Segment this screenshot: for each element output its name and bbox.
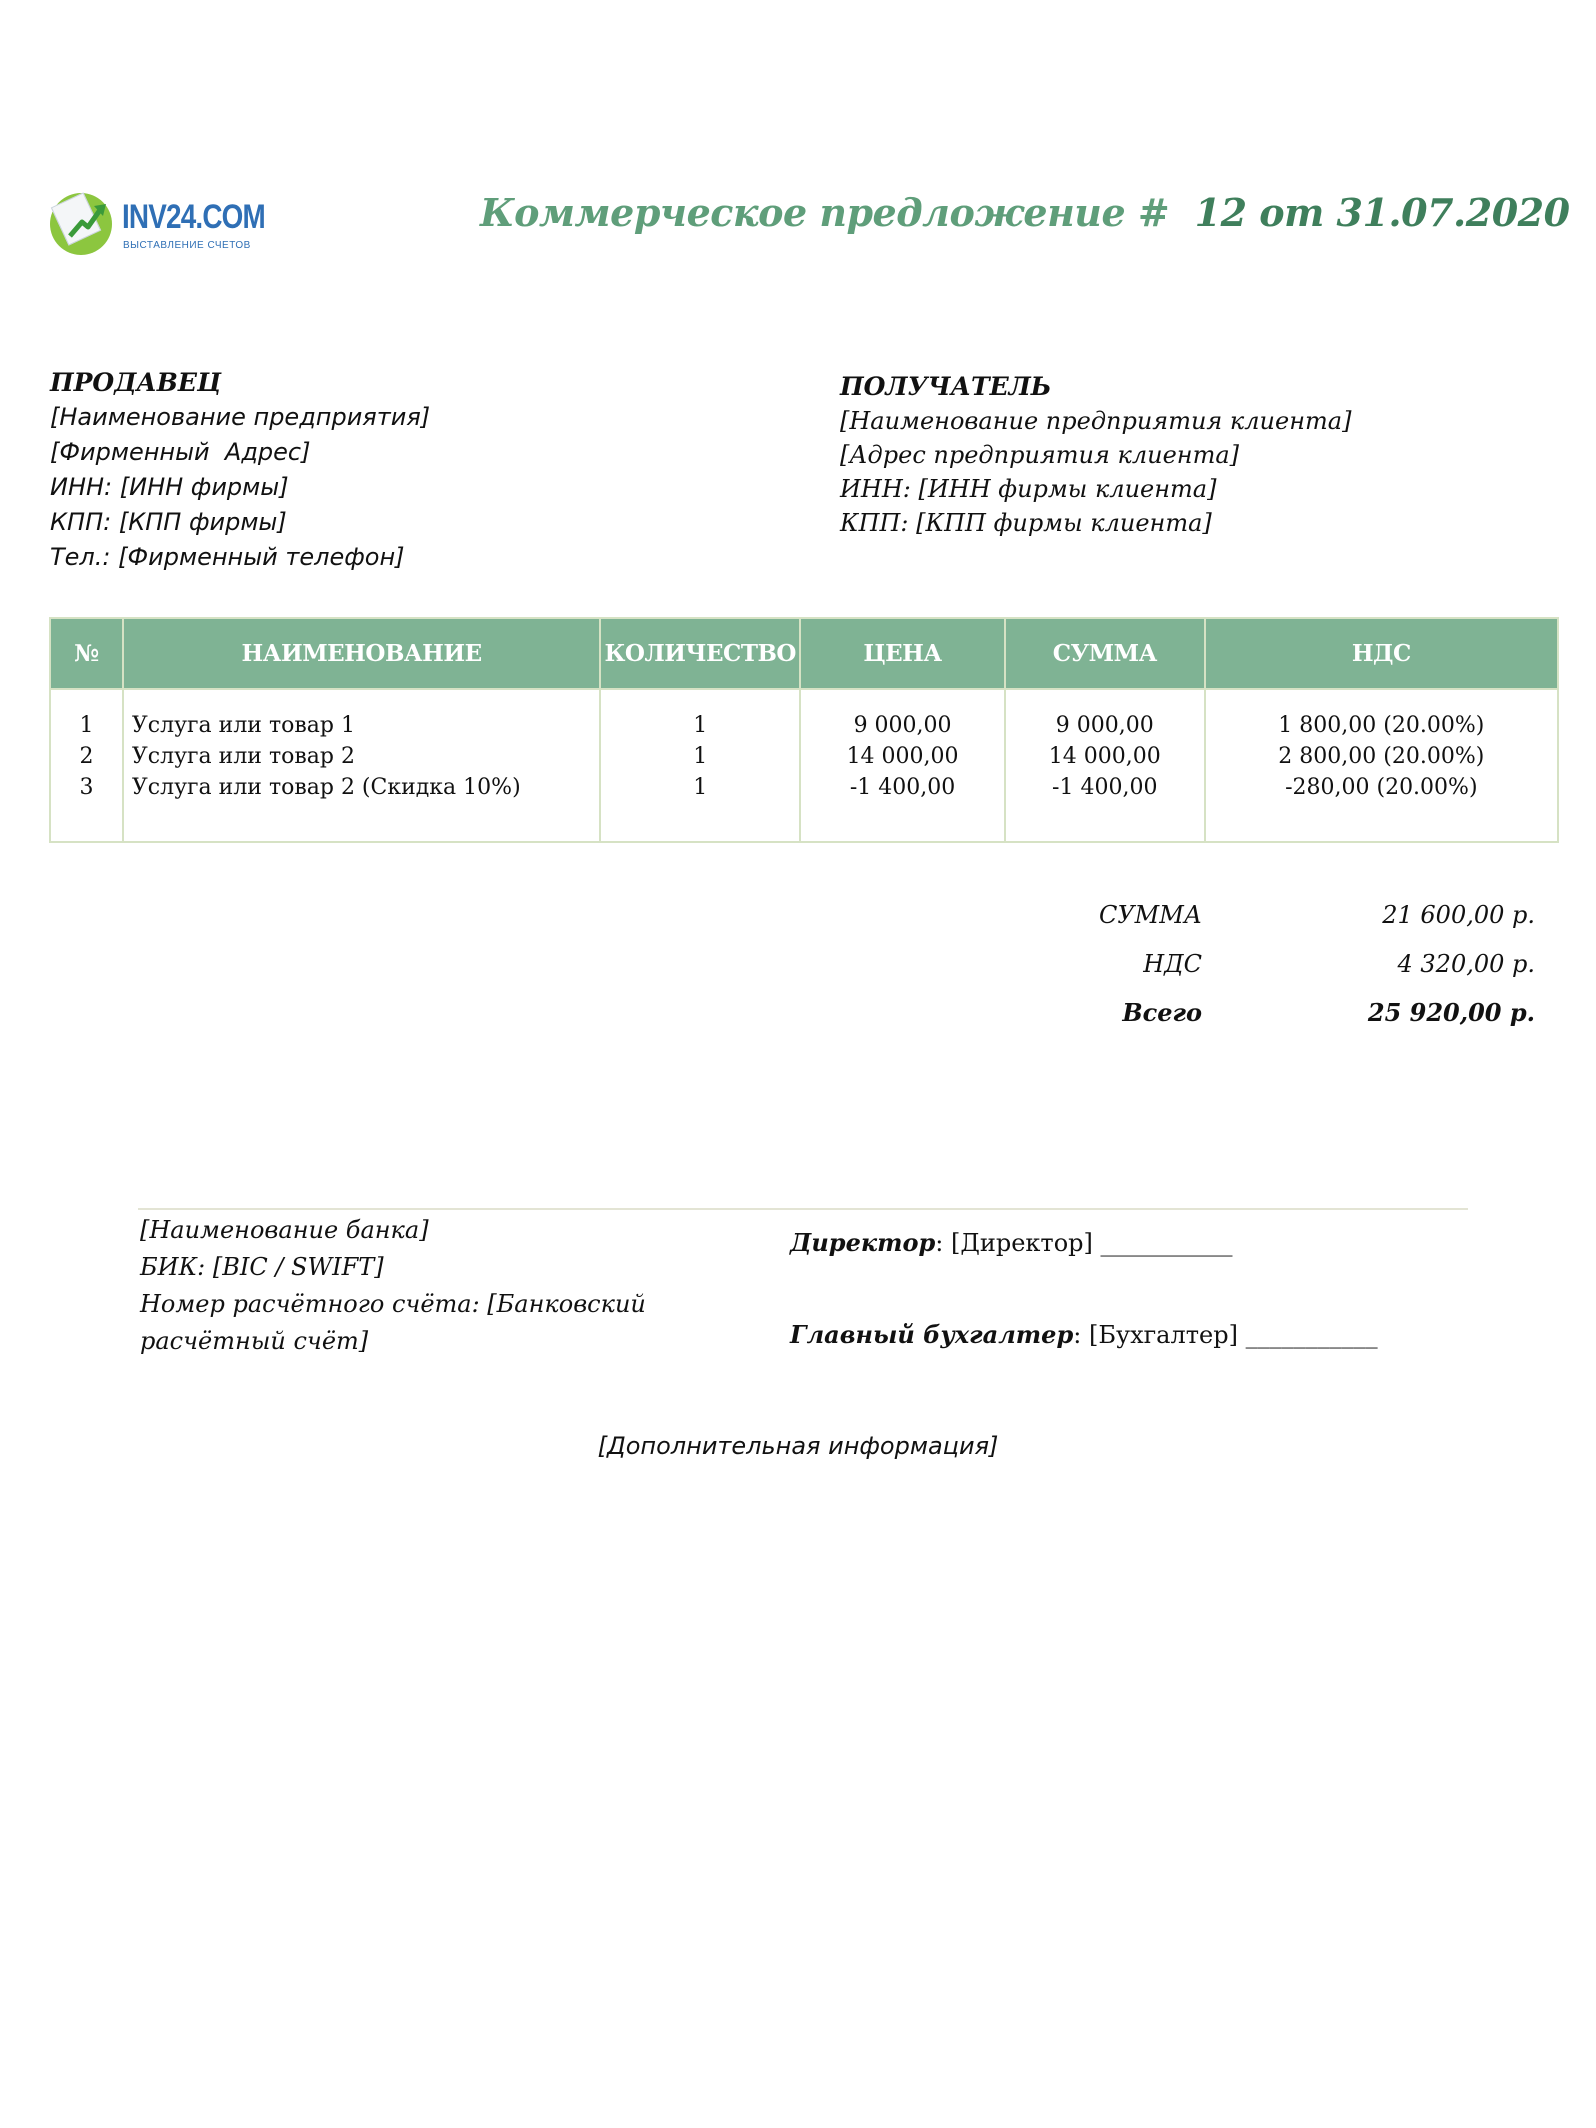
buyer-company-name: [Наименование предприятия клиента] (840, 407, 1352, 435)
row-quantity: 1 (693, 744, 708, 769)
totals-vat-value: 4 320,00 р. (1397, 949, 1535, 978)
seller-phone: Тел.: [Фирменный телефон] (50, 543, 405, 571)
column-header-price: ЦЕНА (800, 618, 1005, 689)
seller-heading: ПРОДАВЕЦ (50, 368, 222, 397)
buyer-inn: ИНН: [ИНН фирмы клиента] (840, 475, 1217, 503)
seller-inn: ИНН: [ИНН фирмы] (50, 473, 289, 501)
bank-bic: БИК: [BIC / SWIFT] (140, 1253, 384, 1281)
row-price: -1 400,00 (849, 775, 956, 800)
buyer-address: [Адрес предприятия клиента] (840, 441, 1240, 469)
row-sum: 9 000,00 (1055, 713, 1154, 738)
row-quantity: 1 (693, 713, 708, 738)
totals-vat-label: НДС (1143, 949, 1202, 978)
table-body (50, 689, 1558, 842)
totals-sum-value: 21 600,00 р. (1382, 900, 1535, 929)
footer-divider (138, 1208, 1468, 1210)
totals-sum-row (1060, 890, 1535, 939)
director-role: Директор (790, 1228, 936, 1257)
number-cell (50, 689, 123, 842)
totals-grand-value: 25 920,00 р. (1367, 998, 1535, 1027)
price-cell (800, 689, 1005, 842)
additional-info: [Дополнительная информация] (597, 1432, 999, 1460)
bank-account-line1: Номер расчётного счёта: [Банковский (140, 1290, 646, 1318)
row-name: Услуга или товар 1 (131, 713, 355, 738)
seller-company-name: [Наименование предприятия] (50, 403, 431, 431)
items-table (49, 617, 1559, 843)
totals-grand-label: Всего (1122, 998, 1202, 1027)
row-number: 2 (79, 744, 94, 769)
row-price: 14 000,00 (846, 744, 959, 769)
director-signature (790, 1228, 1233, 1257)
column-header-vat: НДС (1205, 618, 1558, 689)
column-header-name: НАИМЕНОВАНИЕ (123, 618, 600, 689)
row-price: 9 000,00 (853, 713, 952, 738)
buyer-kpp: КПП: [КПП фирмы клиента] (840, 509, 1212, 537)
accountant-signature (790, 1320, 1378, 1349)
title-number-date: 12 от 31.07.2020 (1194, 190, 1570, 235)
sum-cell (1005, 689, 1205, 842)
name-cell (123, 689, 600, 842)
title-prefix: Коммерческое предложение # (480, 190, 1170, 235)
row-sum: -1 400,00 (1052, 775, 1158, 800)
director-value: : [Директор] ___________ (935, 1229, 1233, 1257)
seller-block (50, 365, 430, 575)
totals-sum-label: СУММА (1098, 900, 1202, 929)
quantity-cell (600, 689, 800, 842)
vat-cell (1205, 689, 1558, 842)
growth-arrow-icon (68, 200, 108, 240)
buyer-block (840, 370, 1351, 540)
seller-kpp: КПП: [КПП фирмы] (50, 508, 287, 536)
seller-address: [Фирменный Адрес] (50, 438, 311, 466)
column-header-sum: СУММА (1005, 618, 1205, 689)
buyer-heading: ПОЛУЧАТЕЛЬ (840, 372, 1052, 401)
column-header-quantity: КОЛИЧЕСТВО (600, 618, 800, 689)
row-vat: 2 800,00 (20.00%) (1278, 744, 1485, 769)
table-header-row (50, 618, 1558, 689)
bank-name: [Наименование банка] (140, 1216, 429, 1244)
row-vat: 1 800,00 (20.00%) (1278, 713, 1485, 738)
bank-account-line2: расчётный счёт] (140, 1327, 369, 1355)
row-number: 1 (79, 713, 94, 738)
logo-name: INV24.COM (122, 198, 265, 236)
row-vat: -280,00 (20.00%) (1285, 775, 1478, 800)
totals-grand-row (1060, 988, 1535, 1037)
row-quantity: 1 (693, 775, 708, 800)
totals-block (1060, 890, 1535, 1037)
logo-tagline: ВЫСТАВЛЕНИЕ СЧЕТОВ (123, 240, 251, 251)
totals-vat-row (1060, 939, 1535, 988)
row-name: Услуга или товар 2 (Скидка 10%) (131, 775, 521, 800)
bank-details (140, 1212, 646, 1360)
company-logo (50, 190, 265, 260)
row-number: 3 (79, 775, 94, 800)
accountant-value: : [Бухгалтер] ___________ (1073, 1321, 1378, 1349)
document-title (480, 190, 1570, 235)
row-sum: 14 000,00 (1048, 744, 1161, 769)
row-name: Услуга или товар 2 (131, 744, 355, 769)
column-header-number: № (50, 618, 123, 689)
accountant-role: Главный бухгалтер (790, 1320, 1074, 1349)
